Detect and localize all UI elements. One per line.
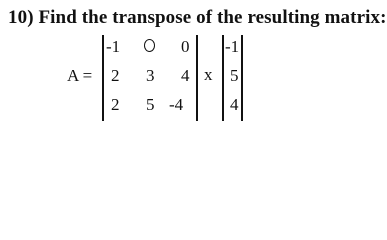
- blank-circle-icon: [144, 39, 155, 52]
- matrix-cell-r1c1: -1: [106, 37, 121, 56]
- matrix-cell-r3c2: 5: [146, 95, 155, 114]
- matrix-label: A =: [67, 66, 93, 85]
- matrix-cell-r3c1: 2: [111, 95, 120, 114]
- vector-right-bar: [241, 35, 243, 121]
- multiply-operator: x: [204, 65, 213, 84]
- matrix-cell-r2c2: 3: [146, 66, 155, 85]
- vector-left-bar: [222, 35, 224, 121]
- vector-cell-2: 5: [230, 66, 239, 85]
- question-title: 10) Find the transpose of the resulting matrix:: [8, 7, 387, 28]
- matrix-equation: [0, 0, 336, 127]
- matrix-cell-r3c3: -4: [169, 95, 184, 114]
- matrix-right-bar: [196, 35, 198, 121]
- matrix-cell-r2c3: 4: [181, 66, 190, 85]
- matrix-left-bar: [102, 35, 104, 121]
- vector-cell-3: 4: [230, 95, 239, 114]
- matrix-cell-r2c1: 2: [111, 66, 120, 85]
- vector-cell-1: -1: [225, 37, 240, 56]
- matrix-cell-r1c3: 0: [181, 37, 190, 56]
